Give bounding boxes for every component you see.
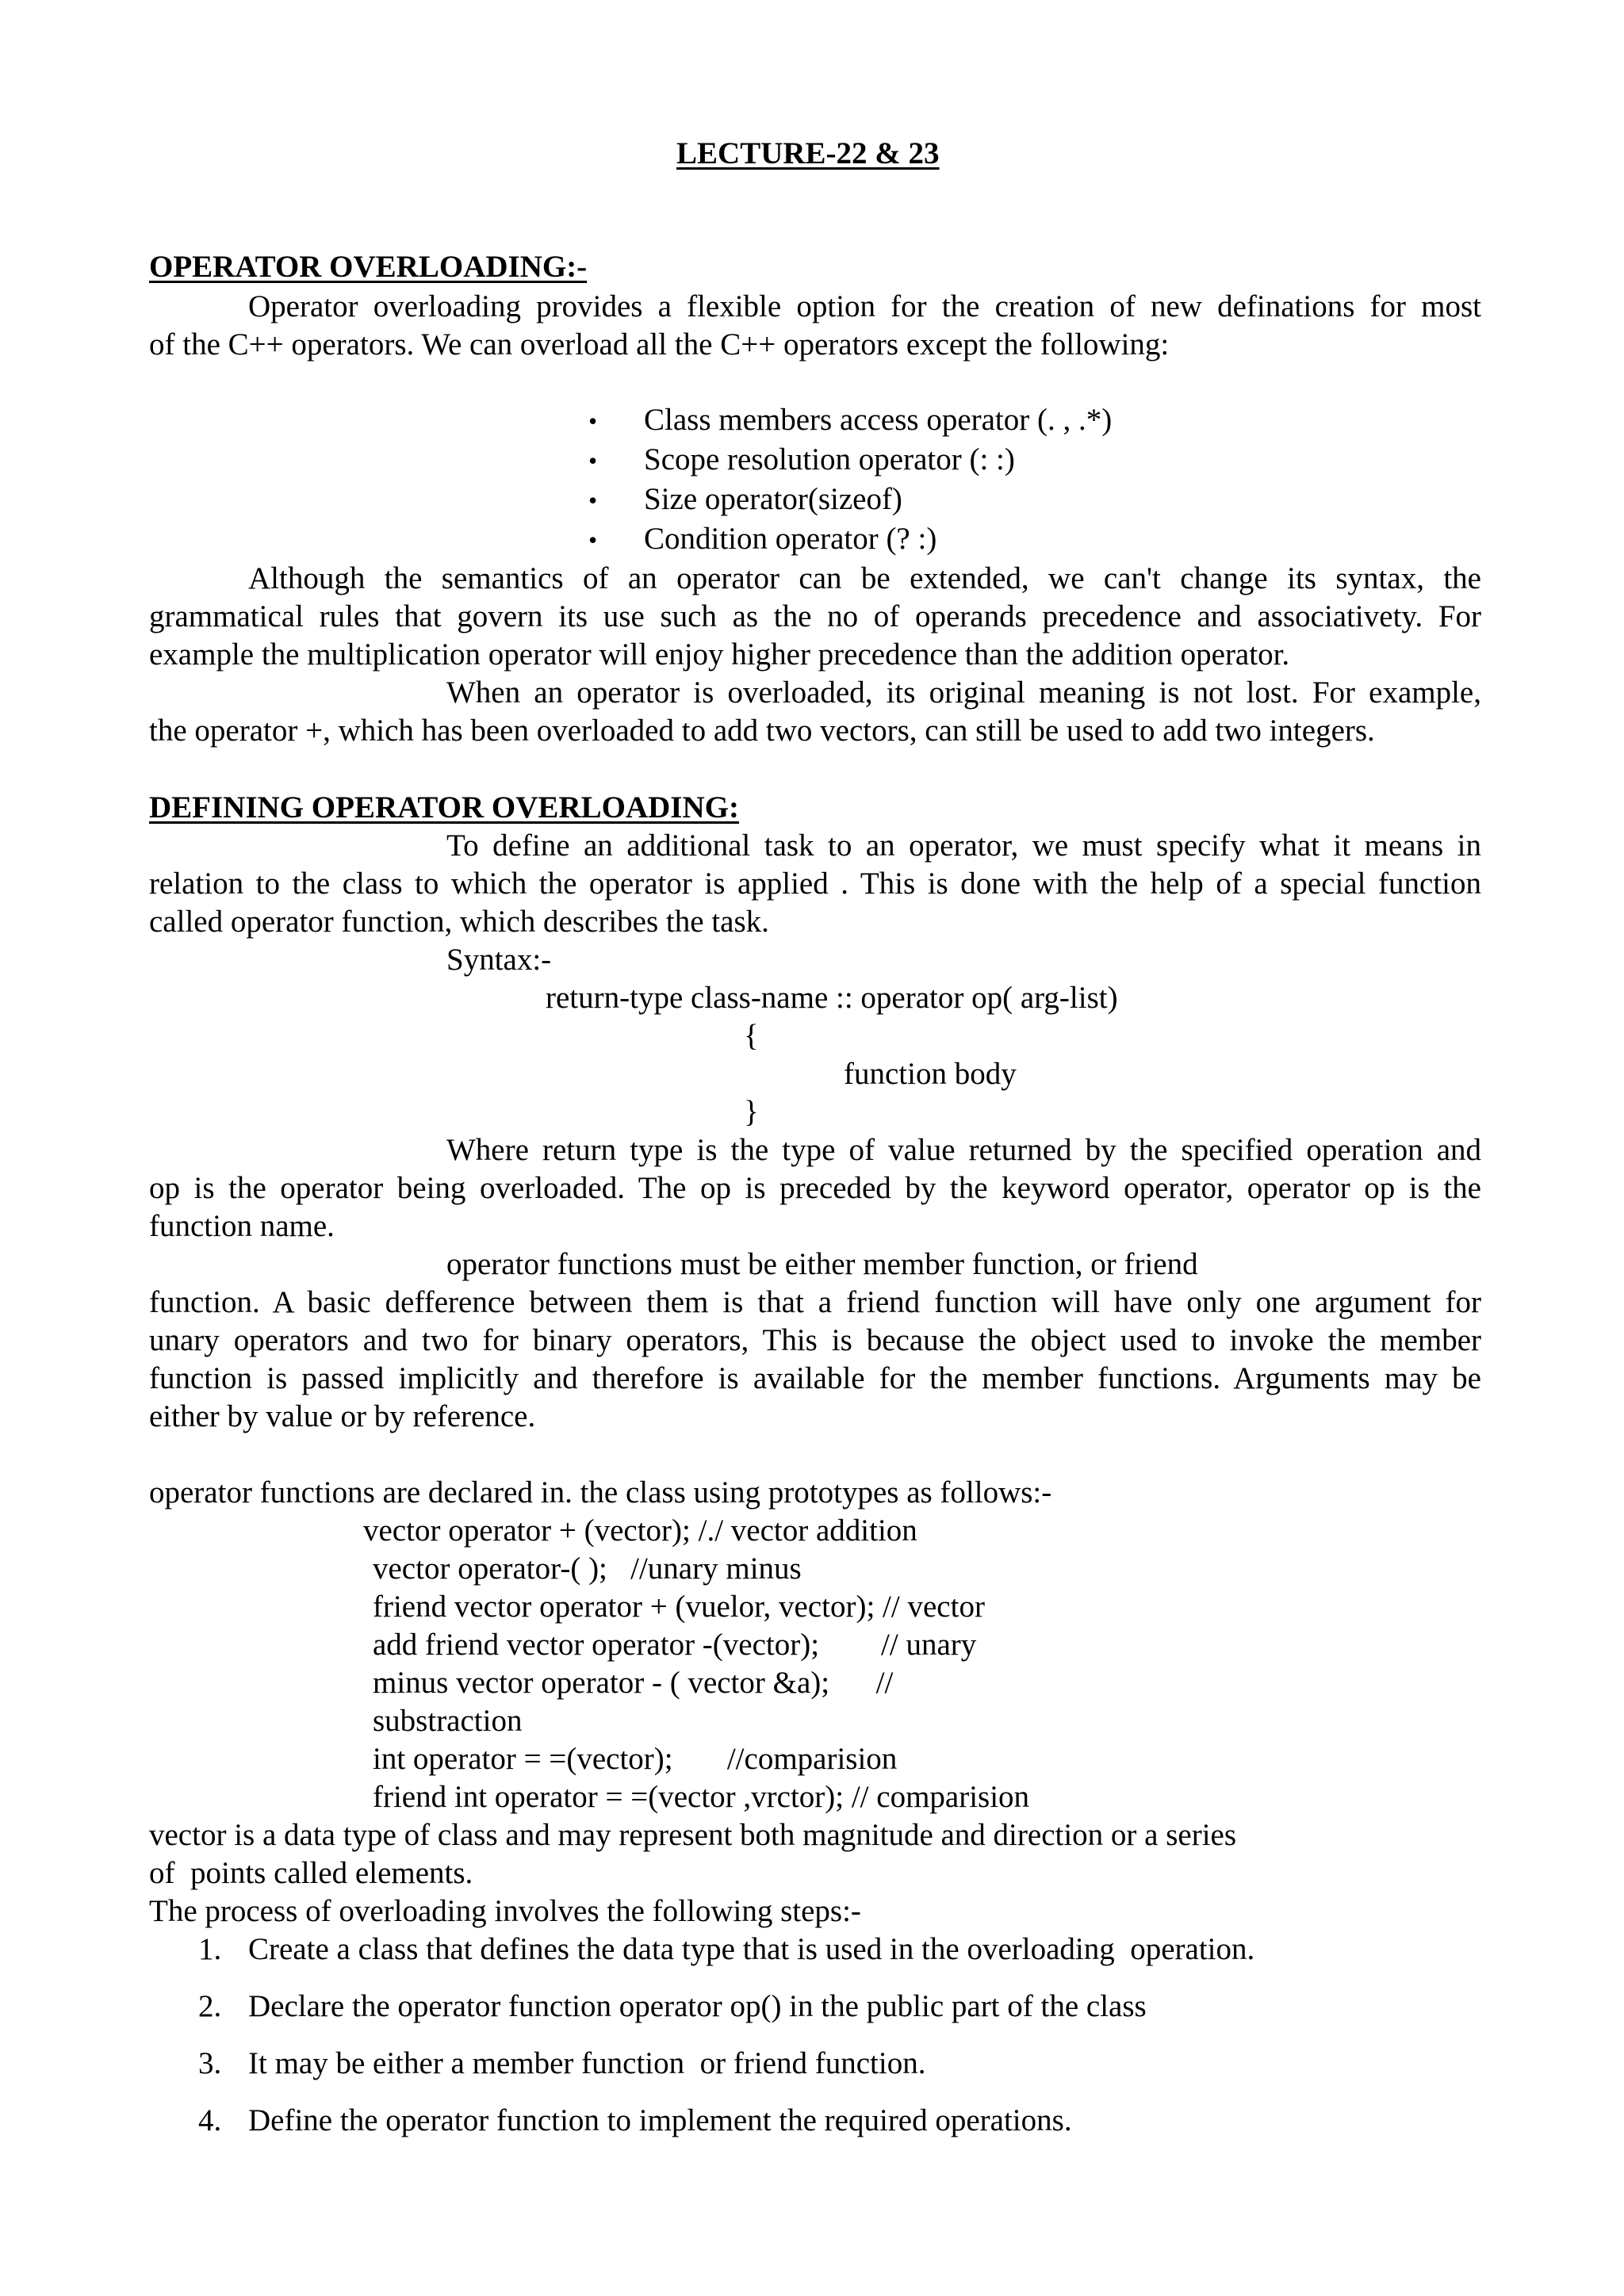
step-number: 1. (198, 1932, 222, 1966)
paragraph-line: function. A basic defference between them is that a friend function will have only one argument for (149, 1285, 1481, 1319)
code-line: vector operator + (vector); /./ vector addition (363, 1513, 917, 1548)
bullet-icon: • (588, 446, 598, 475)
paragraph-line: grammatical rules that govern its use such as the no of operands precedence and associativety. For (149, 599, 1481, 633)
step-number: 2. (198, 1989, 222, 2023)
paragraph-line: When an operator is overloaded, its original meaning is not lost. For example, (446, 675, 1481, 710)
code-line: vector operator-( ); //unary minus (373, 1552, 802, 1586)
paragraph-line: function name. (149, 1209, 335, 1243)
syntax-label: Syntax:- (446, 943, 552, 977)
paragraph-line: vector is a data type of class and may represent both magnitude and direction or a series (149, 1818, 1237, 1852)
step-text: Create a class that defines the data type that is used in the overloading operation. (248, 1932, 1255, 1966)
step-text: Declare the operator function operator op() in the public part of the class (248, 1989, 1147, 2023)
syntax-brace-open: { (744, 1019, 759, 1053)
code-line: friend vector operator + (vuelor, vector); // vector (373, 1590, 985, 1624)
step-number: 3. (198, 2046, 222, 2080)
step-number: 4. (198, 2103, 222, 2137)
list-item: Scope resolution operator (: :) (644, 442, 1015, 476)
paragraph-line: unary operators and two for binary operators, This is because the object used to invoke the member (149, 1323, 1481, 1357)
paragraph-line: either by value or by reference. (149, 1399, 536, 1433)
syntax-line: function body (844, 1057, 1017, 1091)
bullet-icon: • (588, 526, 598, 554)
code-line: add friend vector operator -(vector); // unary (373, 1628, 977, 1662)
paragraph-line: example the multiplication operator will enjoy higher precedence than the addition operator. (149, 637, 1290, 672)
step-text: Define the operator function to implement the required operations. (248, 2103, 1072, 2137)
bullet-icon: • (588, 407, 598, 435)
list-item: Class members access operator (. , .*) (644, 403, 1113, 437)
code-line: int operator = =(vector); //comparision (373, 1742, 898, 1776)
code-line: minus vector operator - ( vector &a); // (373, 1666, 894, 1700)
step-text: It may be either a member function or friend function. (248, 2046, 926, 2080)
paragraph-line: operator functions must be either member function, or friend (446, 1247, 1198, 1281)
paragraph-line: the operator +, which has been overloaded to add two vectors, can still be used to add two integers. (149, 714, 1375, 748)
page-title: LECTURE-22 & 23 (676, 136, 940, 170)
paragraph-line: Operator overloading provides a flexible option for the creation of new definations for most (248, 289, 1481, 323)
paragraph-line: of points called elements. (149, 1856, 473, 1890)
section-heading-operator-overloading: OPERATOR OVERLOADING:- (149, 250, 588, 284)
bullet-icon: • (588, 486, 598, 515)
code-line: substraction (373, 1704, 523, 1738)
paragraph-line: relation to the class to which the operator is applied . This is done with the help of a special function (149, 867, 1481, 901)
prototype-intro: operator functions are declared in. the class using prototypes as follows:- (149, 1475, 1052, 1510)
paragraph-line: called operator function, which describes the task. (149, 905, 769, 939)
paragraph-line: Where return type is the type of value returned by the specified operation and (446, 1133, 1481, 1167)
syntax-line: return-type class-name :: operator op( arg-list) (546, 981, 1118, 1015)
paragraph-line: To define an additional task to an operator, we must specify what it means in (446, 828, 1481, 863)
list-item: Condition operator (? :) (644, 522, 937, 556)
paragraph-line: Although the semantics of an operator can be extended, we can't change its syntax, the (248, 561, 1481, 595)
code-line: friend int operator = =(vector ,vrctor); // comparision (373, 1780, 1030, 1814)
paragraph-line: function is passed implicitly and therefore is available for the member functions. Arguments may be (149, 1361, 1481, 1395)
paragraph-line: op is the operator being overloaded. The op is preceded by the keyword operator, operator op is the (149, 1171, 1481, 1205)
syntax-brace-close: } (744, 1095, 759, 1129)
list-item: Size operator(sizeof) (644, 482, 902, 516)
section-heading-defining-operator-overloading: DEFINING OPERATOR OVERLOADING: (149, 790, 739, 825)
paragraph-line: The process of overloading involves the following steps:- (149, 1894, 861, 1928)
paragraph-line: of the C++ operators. We can overload all the C++ operators except the following: (149, 327, 1170, 362)
